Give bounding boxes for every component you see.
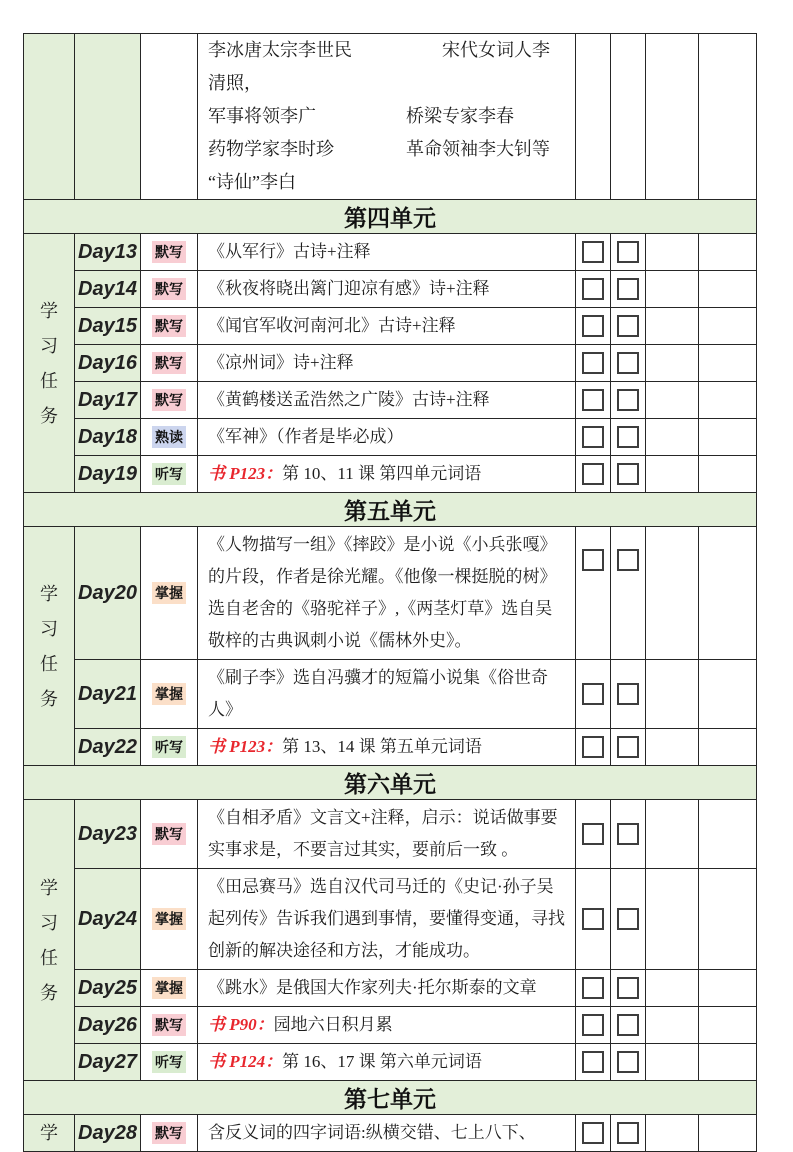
- extra-cell: [699, 1115, 757, 1152]
- task-type-badge: 掌握: [152, 683, 186, 705]
- check-cell: [576, 1115, 611, 1152]
- side-char: 务: [40, 405, 58, 426]
- extra-cell: [699, 419, 757, 456]
- side-label: [24, 234, 75, 493]
- checkbox[interactable]: [582, 315, 604, 337]
- side-char: 习: [40, 335, 58, 356]
- extra-cell: [646, 869, 699, 970]
- task-type-badge: 默写: [152, 278, 186, 300]
- task-row: [24, 660, 757, 729]
- checkbox[interactable]: [582, 823, 604, 845]
- badge-cell: [141, 234, 198, 271]
- check-cell: [576, 1007, 611, 1044]
- badge-cell: [141, 527, 198, 660]
- task-line: “诗仙”李白: [208, 172, 296, 192]
- check-cell: [576, 271, 611, 308]
- task-type-badge: 默写: [152, 1014, 186, 1036]
- task-line: 清照，: [208, 73, 262, 93]
- extra-cell: [646, 800, 699, 869]
- task-row: [24, 456, 757, 493]
- side-char: 务: [40, 982, 58, 1003]
- task-text: 《人物描写一组》《摔跤》是小说《小兵张嘎》的片段，作者是徐光耀。《他像一棵挺脱的树》选自老舍的《骆驼祥子》,《两茎灯草》选自吴敬梓的古典讽刺小说《儒林外史》。: [198, 527, 576, 660]
- section-header-row: [24, 493, 757, 527]
- side-label: [24, 1115, 75, 1152]
- checkbox[interactable]: [617, 683, 639, 705]
- task-text: 《跳水》是俄国大作家列夫·托尔斯泰的文章: [198, 970, 576, 1007]
- extra-cell: [646, 271, 699, 308]
- extra-cell: [699, 1044, 757, 1081]
- side-cell-empty: [24, 34, 75, 200]
- section-title: 第七单元: [24, 1081, 757, 1115]
- check-cell: [576, 419, 611, 456]
- section-header-row: [24, 200, 757, 234]
- checkbox[interactable]: [617, 823, 639, 845]
- checkbox[interactable]: [582, 352, 604, 374]
- checkbox[interactable]: [617, 1122, 639, 1144]
- task-type-badge: 听写: [152, 1051, 186, 1073]
- check-cell: [576, 970, 611, 1007]
- badge-cell: [141, 382, 198, 419]
- task-text: 书 P123：第 10、11 课 第四单元词语: [198, 456, 576, 493]
- extra-cell: [646, 382, 699, 419]
- extra-cell: [699, 345, 757, 382]
- task-line: 李冰唐太宗李世民 宋代女词人李: [208, 40, 550, 60]
- extra-cell: [699, 869, 757, 970]
- task-type-badge: 熟读: [152, 426, 186, 448]
- task-row: [24, 729, 757, 766]
- task-type-badge: 默写: [152, 823, 186, 845]
- task-type-badge: 听写: [152, 463, 186, 485]
- task-type-badge: 掌握: [152, 582, 186, 604]
- badge-cell: [141, 1115, 198, 1152]
- task-row: [24, 271, 757, 308]
- day-cell: Day14: [75, 271, 141, 308]
- checkbox[interactable]: [617, 908, 639, 930]
- section-title: 第五单元: [24, 493, 757, 527]
- task-text: 《黄鹤楼送孟浩然之广陵》古诗+注释: [198, 382, 576, 419]
- side-char: 任: [40, 653, 58, 674]
- task-row: [24, 419, 757, 456]
- check-cell: [611, 345, 646, 382]
- task-text: 《自相矛盾》文言文+注释，启示：说话做事要实事求是，不要言过其实，要前后一致 。: [198, 800, 576, 869]
- checkbox[interactable]: [582, 1051, 604, 1073]
- task-type-badge: 默写: [152, 241, 186, 263]
- extra-cell: [699, 1007, 757, 1044]
- day-cell: Day28: [75, 1115, 141, 1152]
- task-text: 书 P90：园地六日积月累: [198, 1007, 576, 1044]
- extra-cell: [646, 1007, 699, 1044]
- checkbox[interactable]: [582, 908, 604, 930]
- checkbox[interactable]: [617, 352, 639, 374]
- side-label: [24, 800, 75, 1081]
- task-row: [24, 970, 757, 1007]
- extra-cell: [646, 456, 699, 493]
- day-cell: Day18: [75, 419, 141, 456]
- checkbox[interactable]: [582, 241, 604, 263]
- extra-cell: [699, 34, 757, 200]
- section-header-row: [24, 1081, 757, 1115]
- side-char: 学: [40, 300, 58, 321]
- badge-cell: [141, 800, 198, 869]
- book-page-ref: 书 P124：: [208, 1052, 283, 1071]
- check-cell: [576, 308, 611, 345]
- badge-cell: [141, 660, 198, 729]
- checkbox[interactable]: [617, 1014, 639, 1036]
- book-page-ref: 书 P123：: [208, 737, 283, 756]
- check-cell: [611, 970, 646, 1007]
- day-cell: Day23: [75, 800, 141, 869]
- check-cell: [611, 527, 646, 660]
- check-cell: [576, 1044, 611, 1081]
- checkbox[interactable]: [617, 426, 639, 448]
- day-cell: Day20: [75, 527, 141, 660]
- task-text: 书 P124：第 16、17 课 第六单元词语: [198, 1044, 576, 1081]
- task-type-badge: 默写: [152, 315, 186, 337]
- task-type-badge: 默写: [152, 1122, 186, 1144]
- extra-cell: [646, 729, 699, 766]
- day-cell: Day22: [75, 729, 141, 766]
- checkbox[interactable]: [582, 389, 604, 411]
- badge-cell: [141, 869, 198, 970]
- checkbox[interactable]: [582, 426, 604, 448]
- day-cell: Day25: [75, 970, 141, 1007]
- task-type-badge: 默写: [152, 352, 186, 374]
- side-char: 学: [40, 877, 58, 898]
- extra-cell: [699, 456, 757, 493]
- task-line: 军事将领李广 桥梁专家李春: [208, 106, 514, 126]
- check-cell: [576, 527, 611, 660]
- task-type-badge: 掌握: [152, 908, 186, 930]
- checkbox[interactable]: [617, 736, 639, 758]
- checkbox[interactable]: [582, 977, 604, 999]
- section-title: 第四单元: [24, 200, 757, 234]
- checkbox[interactable]: [617, 241, 639, 263]
- check-cell: [576, 729, 611, 766]
- task-row: [24, 345, 757, 382]
- extra-cell: [646, 34, 699, 200]
- task-row: [24, 1115, 757, 1152]
- badge-cell: [141, 271, 198, 308]
- day-cell: Day15: [75, 308, 141, 345]
- day-cell: Day16: [75, 345, 141, 382]
- check-cell: [611, 1044, 646, 1081]
- extra-cell: [646, 234, 699, 271]
- task-text: 《凉州词》诗+注释: [198, 345, 576, 382]
- extra-cell: [699, 308, 757, 345]
- check-cell: [611, 234, 646, 271]
- extra-cell: [699, 729, 757, 766]
- badge-cell: [141, 729, 198, 766]
- checkbox[interactable]: [617, 315, 639, 337]
- task-text: 《闻官军收河南河北》古诗+注释: [198, 308, 576, 345]
- side-label: [24, 527, 75, 766]
- badge-cell: [141, 308, 198, 345]
- extra-cell: [699, 527, 757, 660]
- day-cell: Day13: [75, 234, 141, 271]
- side-char: 任: [40, 370, 58, 391]
- check-cell: [611, 800, 646, 869]
- check-cell: [611, 456, 646, 493]
- study-plan-table: [23, 33, 757, 1152]
- badge-cell: [141, 1044, 198, 1081]
- checkbox[interactable]: [582, 1014, 604, 1036]
- book-page-ref: 书 P123：: [208, 464, 283, 483]
- checkbox[interactable]: [617, 389, 639, 411]
- task-row: [24, 1044, 757, 1081]
- task-line: 药物学家李时珍 革命领袖李大钊等: [208, 139, 550, 159]
- side-char: 学: [40, 583, 58, 604]
- checkbox[interactable]: [582, 278, 604, 300]
- check-cell: [611, 660, 646, 729]
- check-cell: [611, 1115, 646, 1152]
- book-page-ref: 书 P90：: [208, 1015, 274, 1034]
- task-type-badge: 默写: [152, 389, 186, 411]
- checkbox[interactable]: [617, 977, 639, 999]
- task-row: [24, 800, 757, 869]
- day-cell-empty: [75, 34, 141, 200]
- check-cell: [576, 345, 611, 382]
- task-row: [24, 308, 757, 345]
- day-cell: Day19: [75, 456, 141, 493]
- section-title: 第六单元: [24, 766, 757, 800]
- check-cell: [576, 382, 611, 419]
- task-row: [24, 527, 757, 660]
- day-cell: Day27: [75, 1044, 141, 1081]
- side-char: 习: [40, 618, 58, 639]
- check-cell-empty: [611, 34, 646, 200]
- side-char: 学: [40, 1123, 58, 1143]
- checkbox[interactable]: [582, 736, 604, 758]
- task-type-badge: 掌握: [152, 977, 186, 999]
- task-text: 《刷子李》选自冯骥才的短篇小说集《俗世奇人》: [198, 660, 576, 729]
- checkbox[interactable]: [582, 463, 604, 485]
- extra-cell: [646, 345, 699, 382]
- extra-cell: [699, 382, 757, 419]
- extra-cell: [699, 234, 757, 271]
- badge-cell: [141, 345, 198, 382]
- table-row: [24, 34, 757, 200]
- task-text: 含反义词的四字词语:纵横交错、七上八下、: [198, 1115, 576, 1152]
- extra-cell: [699, 800, 757, 869]
- side-char: 务: [40, 688, 58, 709]
- check-cell-empty: [576, 34, 611, 200]
- check-cell: [611, 271, 646, 308]
- checkbox[interactable]: [617, 463, 639, 485]
- check-cell: [576, 869, 611, 970]
- task-row: [24, 382, 757, 419]
- badge-cell: [141, 970, 198, 1007]
- task-text: 书 P123：第 13、14 课 第五单元词语: [198, 729, 576, 766]
- extra-cell: [646, 1115, 699, 1152]
- extra-cell: [646, 1044, 699, 1081]
- badge-cell: [141, 456, 198, 493]
- task-row: [24, 869, 757, 970]
- badge-cell-empty: [141, 34, 198, 200]
- task-text: 《军神》（作者是毕必成）: [198, 419, 576, 456]
- section-header-row: [24, 766, 757, 800]
- task-text: 《从军行》古诗+注释: [198, 234, 576, 271]
- badge-cell: [141, 1007, 198, 1044]
- extra-cell: [699, 271, 757, 308]
- checkbox[interactable]: [582, 683, 604, 705]
- task-row: [24, 234, 757, 271]
- day-cell: Day17: [75, 382, 141, 419]
- check-cell: [576, 456, 611, 493]
- side-char: 习: [40, 912, 58, 933]
- checkbox[interactable]: [617, 549, 639, 571]
- checkbox[interactable]: [582, 1122, 604, 1144]
- check-cell: [611, 729, 646, 766]
- task-text: [198, 34, 576, 200]
- checkbox[interactable]: [582, 549, 604, 571]
- badge-cell: [141, 419, 198, 456]
- day-cell: Day26: [75, 1007, 141, 1044]
- check-cell: [576, 234, 611, 271]
- check-cell: [576, 660, 611, 729]
- check-cell: [611, 382, 646, 419]
- checkbox[interactable]: [617, 1051, 639, 1073]
- extra-cell: [699, 970, 757, 1007]
- checkbox[interactable]: [617, 278, 639, 300]
- extra-cell: [699, 660, 757, 729]
- day-cell: Day24: [75, 869, 141, 970]
- day-cell: Day21: [75, 660, 141, 729]
- check-cell: [611, 869, 646, 970]
- extra-cell: [646, 308, 699, 345]
- extra-cell: [646, 970, 699, 1007]
- extra-cell: [646, 419, 699, 456]
- check-cell: [611, 308, 646, 345]
- side-char: 任: [40, 947, 58, 968]
- task-row: [24, 1007, 757, 1044]
- task-text: 《秋夜将晓出篱门迎凉有感》诗+注释: [198, 271, 576, 308]
- check-cell: [611, 1007, 646, 1044]
- task-text: 《田忌赛马》选自汉代司马迁的《史记·孙子吴起列传》告诉我们遇到事情，要懂得变通，寻找创新的解决途径和方法，才能成功。: [198, 869, 576, 970]
- extra-cell: [646, 527, 699, 660]
- check-cell: [576, 800, 611, 869]
- check-cell: [611, 419, 646, 456]
- extra-cell: [646, 660, 699, 729]
- task-type-badge: 听写: [152, 736, 186, 758]
